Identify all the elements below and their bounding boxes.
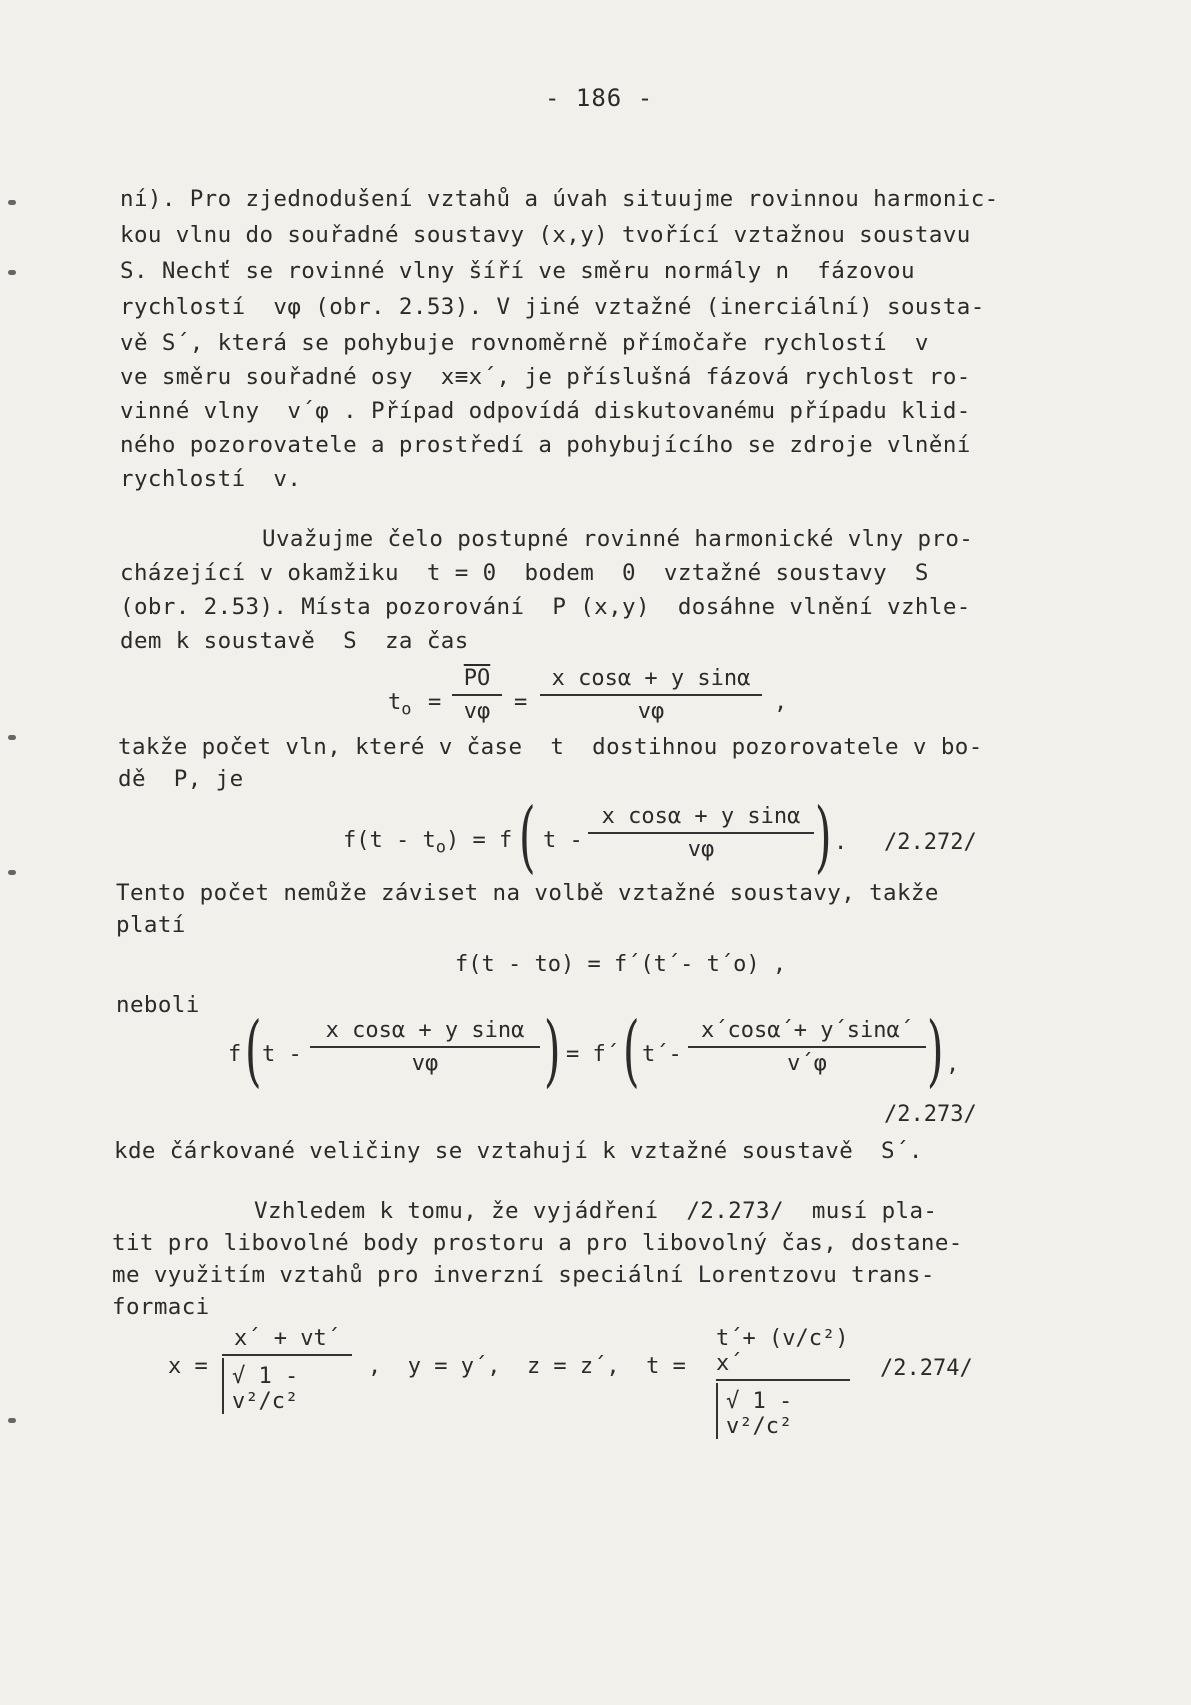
equation-number: /2.274/ xyxy=(880,1356,973,1381)
eq-equals-fprime: = f´ xyxy=(566,1042,619,1067)
equation-invariance: f(t - to) = f´(t´- t´o) , xyxy=(455,952,787,977)
text-line: me využitím vztahů pro inverzní speciální Lorentzovu trans- xyxy=(112,1262,935,1288)
left-paren: ( xyxy=(244,1006,262,1096)
text-line: platí xyxy=(116,912,186,938)
binding-mark xyxy=(8,870,16,875)
sqrt-denominator: √ 1 - v²/c² xyxy=(222,1358,352,1414)
fraction-denominator: v´φ xyxy=(787,1051,827,1076)
left-paren: ( xyxy=(622,1006,640,1096)
text-line: rychlostí vφ (obr. 2.53). V jiné vztažné (inerciální) sousta- xyxy=(120,294,985,320)
eq-comma: , xyxy=(774,690,788,715)
fraction-numerator: x cosα + y sinα xyxy=(551,666,751,691)
page-number: - 186 - xyxy=(545,84,654,112)
fraction-x xyxy=(222,1326,352,1414)
eq-lhs: $f(t - t_o) = f$ xyxy=(343,828,513,858)
left-paren: ( xyxy=(518,792,536,882)
fraction-t xyxy=(716,1326,850,1439)
binding-mark xyxy=(8,1418,16,1423)
eq-t-prime-minus: t´- xyxy=(642,1042,682,1067)
text-line: Tento počet nemůže záviset na volbě vztažné soustavy, takže xyxy=(116,880,939,906)
fraction-numerator: x cosα + y sinα xyxy=(601,804,801,829)
text-line: Uvažujme čelo postupné rovinné harmonické vlny pro- xyxy=(262,526,974,552)
eq-sign: = xyxy=(428,690,442,715)
fraction-numerator: x´ + vt´ xyxy=(234,1326,340,1351)
text-line: S. Nechť se rovinné vlny šíří ve směru normály n fázovou xyxy=(120,258,915,284)
eq-x-lhs: x = xyxy=(168,1354,208,1379)
binding-mark xyxy=(8,735,16,740)
right-paren: ) xyxy=(814,792,832,882)
fraction-denominator: vφ xyxy=(411,1051,439,1076)
text-line: ní). Pro zjednodušení vztahů a úvah situujme rovinnou harmonic- xyxy=(120,186,999,212)
sqrt-denominator: √ 1 - v²/c² xyxy=(716,1383,850,1439)
text-line: vinné vlny v´φ . Případ odpovídá diskutovanému případu klid- xyxy=(120,398,971,424)
eq-t-minus: t - xyxy=(543,828,583,853)
fraction-denominator: vφ xyxy=(687,837,715,862)
binding-mark xyxy=(8,270,16,275)
binding-mark xyxy=(8,200,16,205)
text-line: tit pro libovolné body prostoru a pro libovolný čas, dostane- xyxy=(112,1230,963,1256)
text-line: ného pozorovatele a prostředí a pohybujícího se zdroje vlnění xyxy=(120,432,971,458)
text-line: formaci xyxy=(112,1294,210,1320)
right-paren: ) xyxy=(543,1006,561,1096)
text-line: dě P, je xyxy=(118,766,244,792)
text-line: vě S´, která se pohybuje rovnoměrně přímočaře rychlostí v xyxy=(120,330,929,356)
eq-comma: , xyxy=(946,1052,960,1077)
fraction-po-over-vphi xyxy=(452,666,502,724)
eq-f: f xyxy=(228,1042,242,1067)
fraction xyxy=(588,804,814,862)
text-line: rychlostí v. xyxy=(120,466,302,492)
fraction xyxy=(310,1018,540,1076)
equation-number: /2.273/ xyxy=(884,1102,977,1127)
right-paren: ) xyxy=(926,1006,944,1096)
fraction-numerator: $\overline{PO}$ xyxy=(463,666,491,691)
fraction-numerator: x´cosα´+ y´sinα´ xyxy=(701,1018,913,1043)
text-line: Vzhledem k tomu, že vyjádření /2.273/ musí pla- xyxy=(254,1198,938,1224)
eq-sign: = xyxy=(514,690,528,715)
eq-t-minus: t - xyxy=(262,1042,302,1067)
fraction-denominator: vφ xyxy=(463,699,491,724)
fraction-denominator: vφ xyxy=(637,699,665,724)
text-line: takže počet vln, které v čase t dostihnou pozorovatele v bo- xyxy=(118,734,983,760)
eq-y-z-t: , y = y´, z = z´, t = xyxy=(368,1354,686,1379)
text-line: cházející v okamžiku t = 0 bodem 0 vztažné soustavy S xyxy=(120,560,929,586)
fraction-numerator: x cosα + y sinα xyxy=(325,1018,525,1043)
fraction-cos-sin-over-vphi xyxy=(540,666,762,724)
fraction-numerator: t´+ (v/c²) x´ xyxy=(716,1326,849,1376)
text-line: dem k soustavě S za čas xyxy=(120,628,469,654)
equation-number: /2.272/ xyxy=(884,830,977,855)
eq-t0-lhs: $t_o$ xyxy=(388,690,412,720)
text-line: kde čárkované veličiny se vztahují k vztažné soustavě S´. xyxy=(114,1138,923,1164)
eq-period: . xyxy=(834,830,848,855)
fraction xyxy=(688,1018,926,1076)
text-line: kou vlnu do souřadné soustavy (x,y) tvořící vztažnou soustavu xyxy=(120,222,971,248)
text-line: ve směru souřadné osy x≡x´, je příslušná fázová rychlost ro- xyxy=(120,364,971,390)
text-line: neboli xyxy=(116,992,200,1018)
text-line: (obr. 2.53). Místa pozorování P (x,y) dosáhne vlnění vzhle- xyxy=(120,594,971,620)
